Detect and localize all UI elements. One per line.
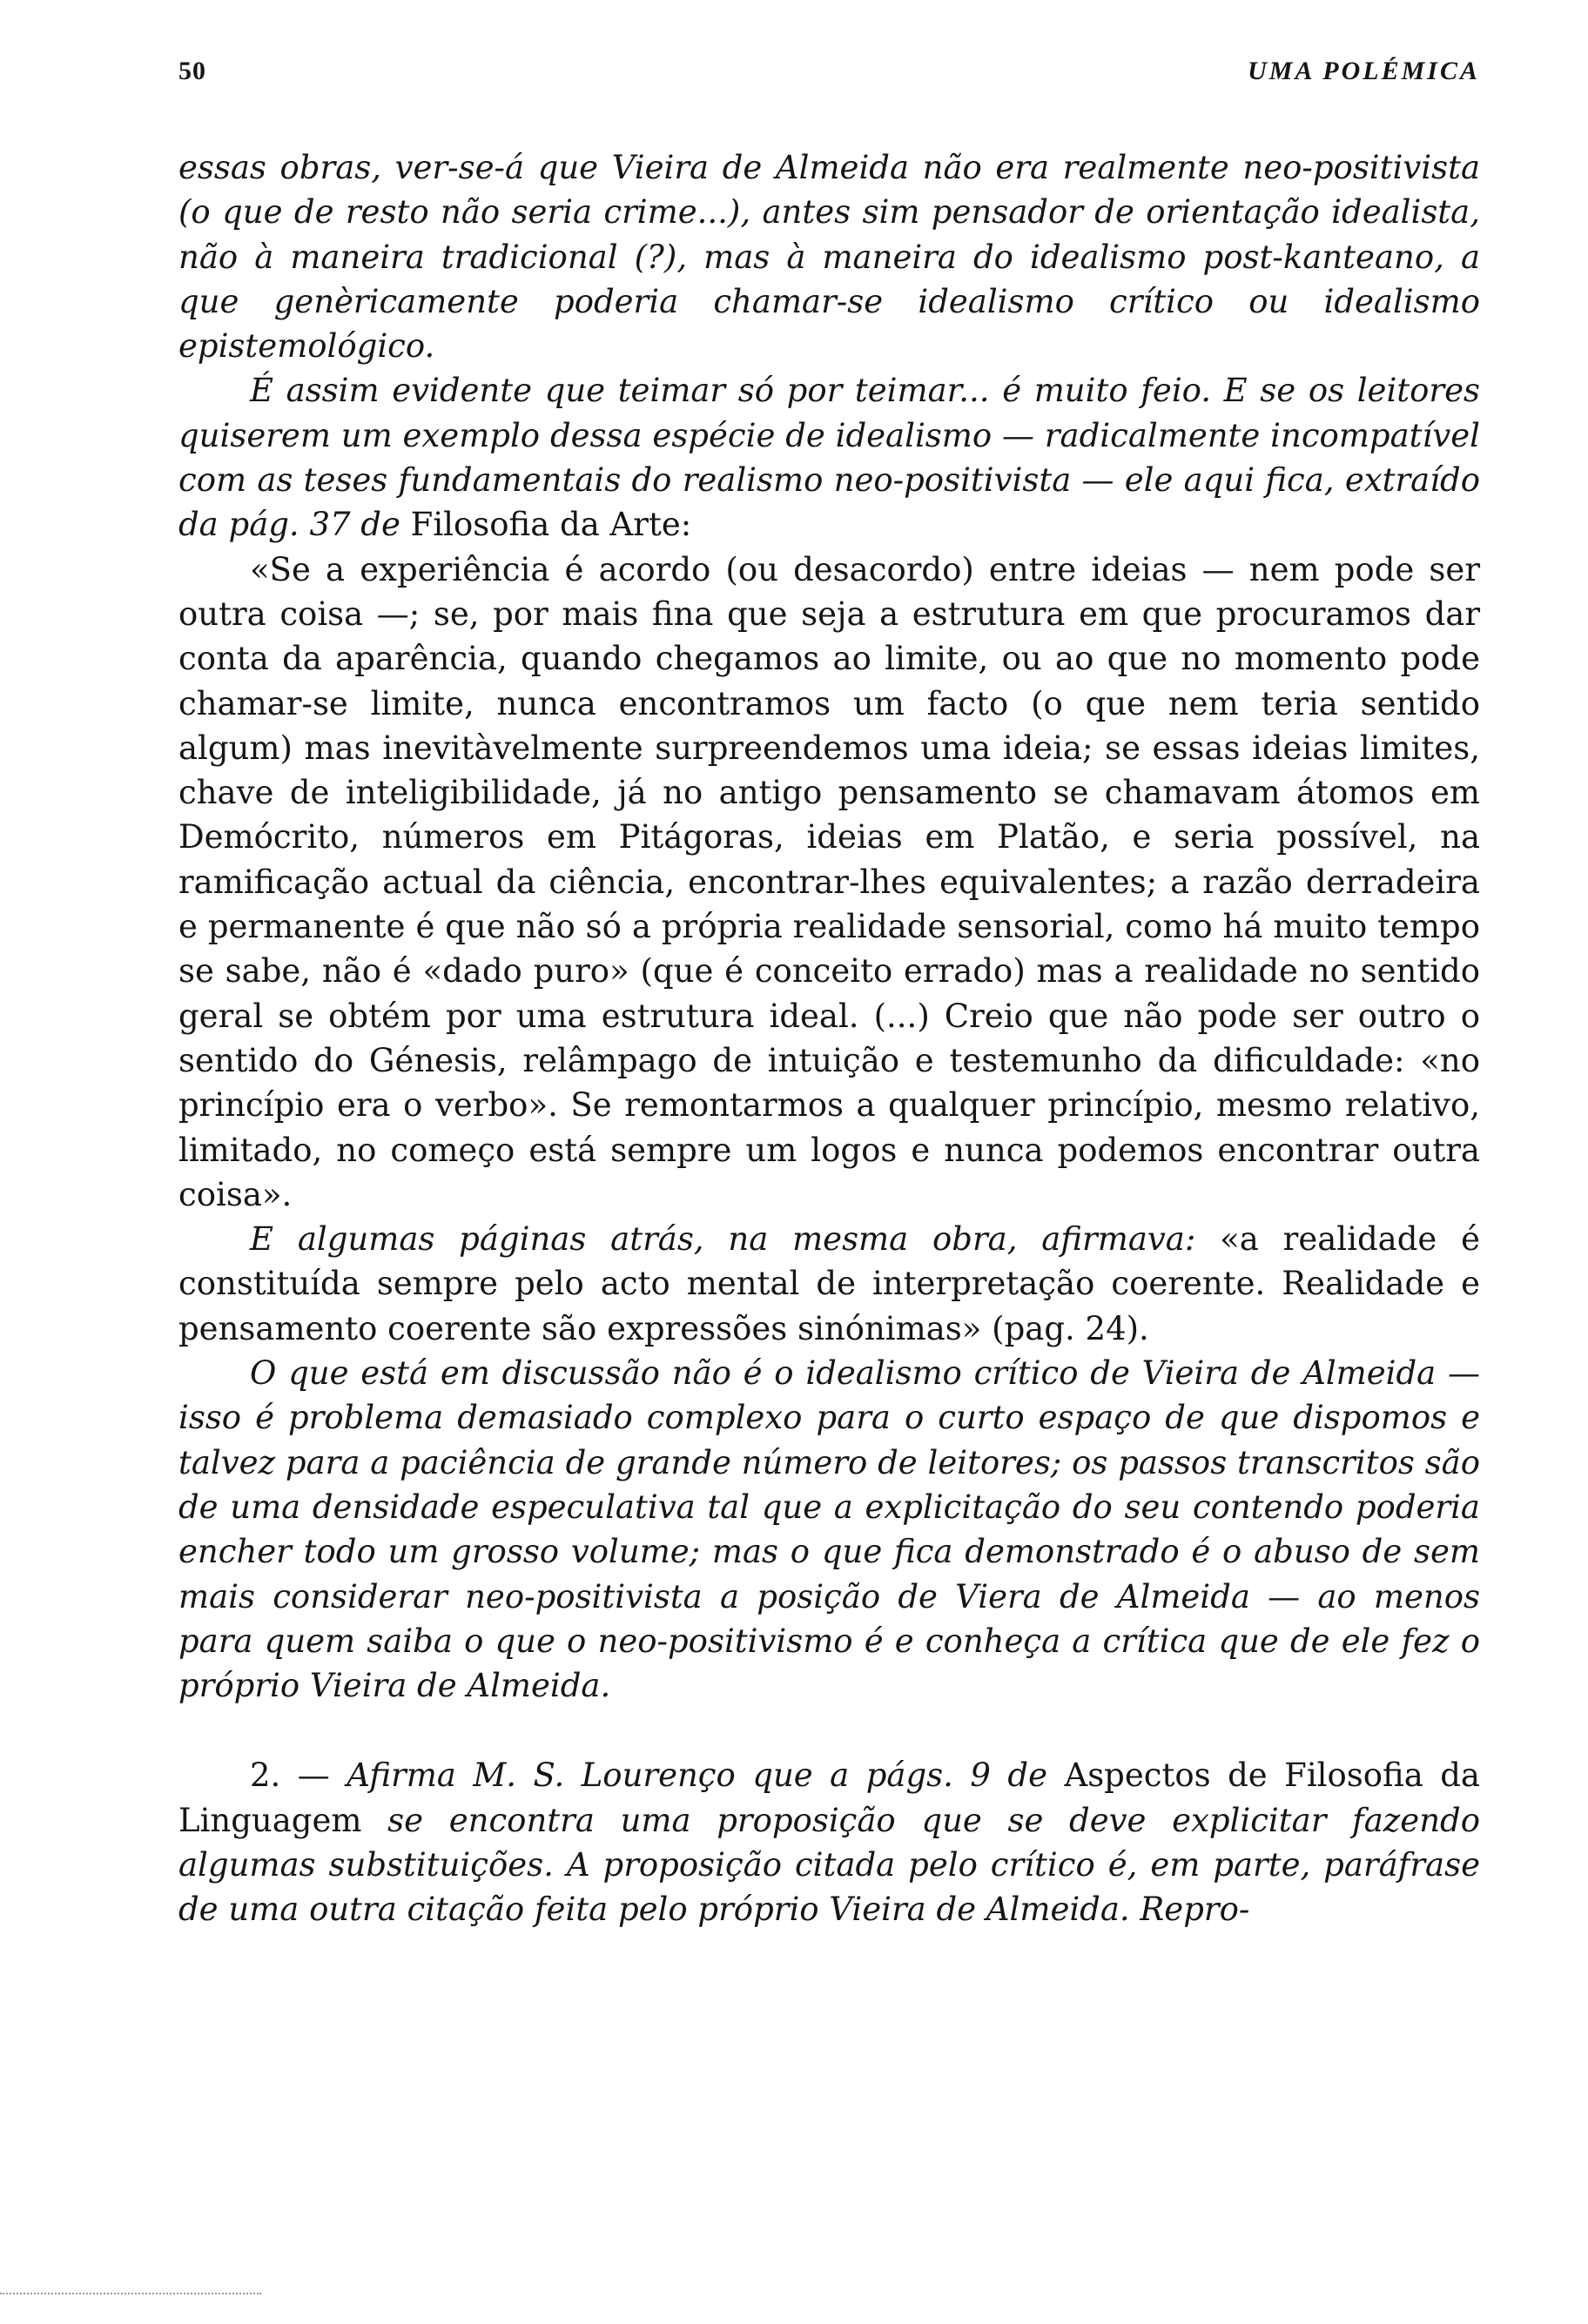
paragraph-6-number: 2. — [250,1756,347,1795]
paragraph-5-text: O que está em discussão não é o idealismo crítico de Vieira de Almeida — isso é problema demasiado complexo para o curto espaço de que dispomos e talvez para a paciência de grande número de leitores; os passos transcritos são de uma densidade especulativa tal que a explicitação do seu contendo poderia encher todo um grosso volume; mas o que fica demonstrado é o abuso de sem mais considerar neo-positivista a posição de Viera de Almeida — ao menos para quem saiba o que o neo-positivismo é e conheça a crítica que de ele fez o próprio Vieira de Almeida. [178,1354,1480,1705]
body-text [178,145,1480,1932]
paragraph-4-intro: E algumas páginas atrás, na mesma obra, afirmava: [250,1220,1221,1259]
paragraph-2-text: É assim evidente que teimar só por teimar... é muito feio. E se os leitores quiserem um exemplo dessa espécie de idealismo — radicalmente incompatível com as teses fundamentais do realismo neo-positivista — ele aqui fica, extraído da pág. 37 de [178,372,1480,544]
paragraph-3-text: «Se a experiência é acordo (ou desacordo) entre ideias — nem pode ser outra coisa —; se, por mais fina que seja a estrutura em que procuramos dar conta da aparência, quando chegamos ao limite, ou ao que no momento pode chamar-se limite, nunca encontramos um facto (o que nem teria sentido algum) mas inevitàvelmente surpreendemos uma ideia; se essas ideias limites, chave de inteligibilidade, já no antigo pensamento se chamavam átomos em Demócrito, números em Pitágoras, ideias em Platão, e seria possível, na ramificação actual da ciência, encontrar-lhes equivalentes; a razão derradeira e permanente é que não só a própria realidade sensorial, como há muito tempo se sabe, não é «dado puro» (que é conceito errado) mas a realidade no sentido geral se obtém por uma estrutura ideal. (...) Creio que não pode ser outro o sentido do Génesis, relâmpago de intuição e testemunho da dificuldade: «no princípio era o verbo». Se remontarmos a qualquer princípio, mesmo relativo, limitado, no começo está sempre um logos e nunca podemos encontrar outra coisa». [178,550,1480,1213]
paragraph-6 [178,1753,1480,1931]
paragraph-4 [178,1217,1480,1351]
footer-rule [0,2293,261,2294]
paragraph-2 [178,368,1480,547]
paragraph-5 [178,1351,1480,1708]
paragraph-6-text-a: Afirma M. S. Lourenço que a págs. 9 de [347,1756,1065,1795]
paragraph-1 [178,145,1480,368]
paragraph-6-book-title: Aspectos de Filosofia da Linguagem [178,1756,1480,1839]
running-title: UMA POLÉMICA [1248,57,1480,85]
paragraph-1-text: essas obras, ver-se-á que Vieira de Almeida não era realmente neo-positivista (o que de resto não seria crime...), antes sim pensador de orientação idealista, não à maneira tradicional (?), mas à maneira do idealismo post-kanteano, a que genèricamente poderia chamar-se idealismo crítico ou idealismo epistemológico. [178,149,1480,366]
paragraph-2-book-title: Filosofia da Arte: [410,506,692,544]
paragraph-3-quotation [178,547,1480,1217]
page [178,57,1480,1932]
section-gap [178,1708,1480,1753]
running-head [178,57,1480,86]
paragraph-4-quotation: «a realidade é constituída sempre pelo acto mental de interpretação coerente. Realidade e pensamento coerente são expressões sinónimas» (pag. 24). [178,1220,1480,1347]
paragraph-6-text-b: se encontra uma proposição que se deve explicitar fazendo algumas substituições. A proposição citada pelo crítico é, em parte, paráfrase de uma outra citação feita pelo próprio Vieira de Almeida. Repro- [178,1801,1480,1929]
page-number: 50 [178,57,206,85]
